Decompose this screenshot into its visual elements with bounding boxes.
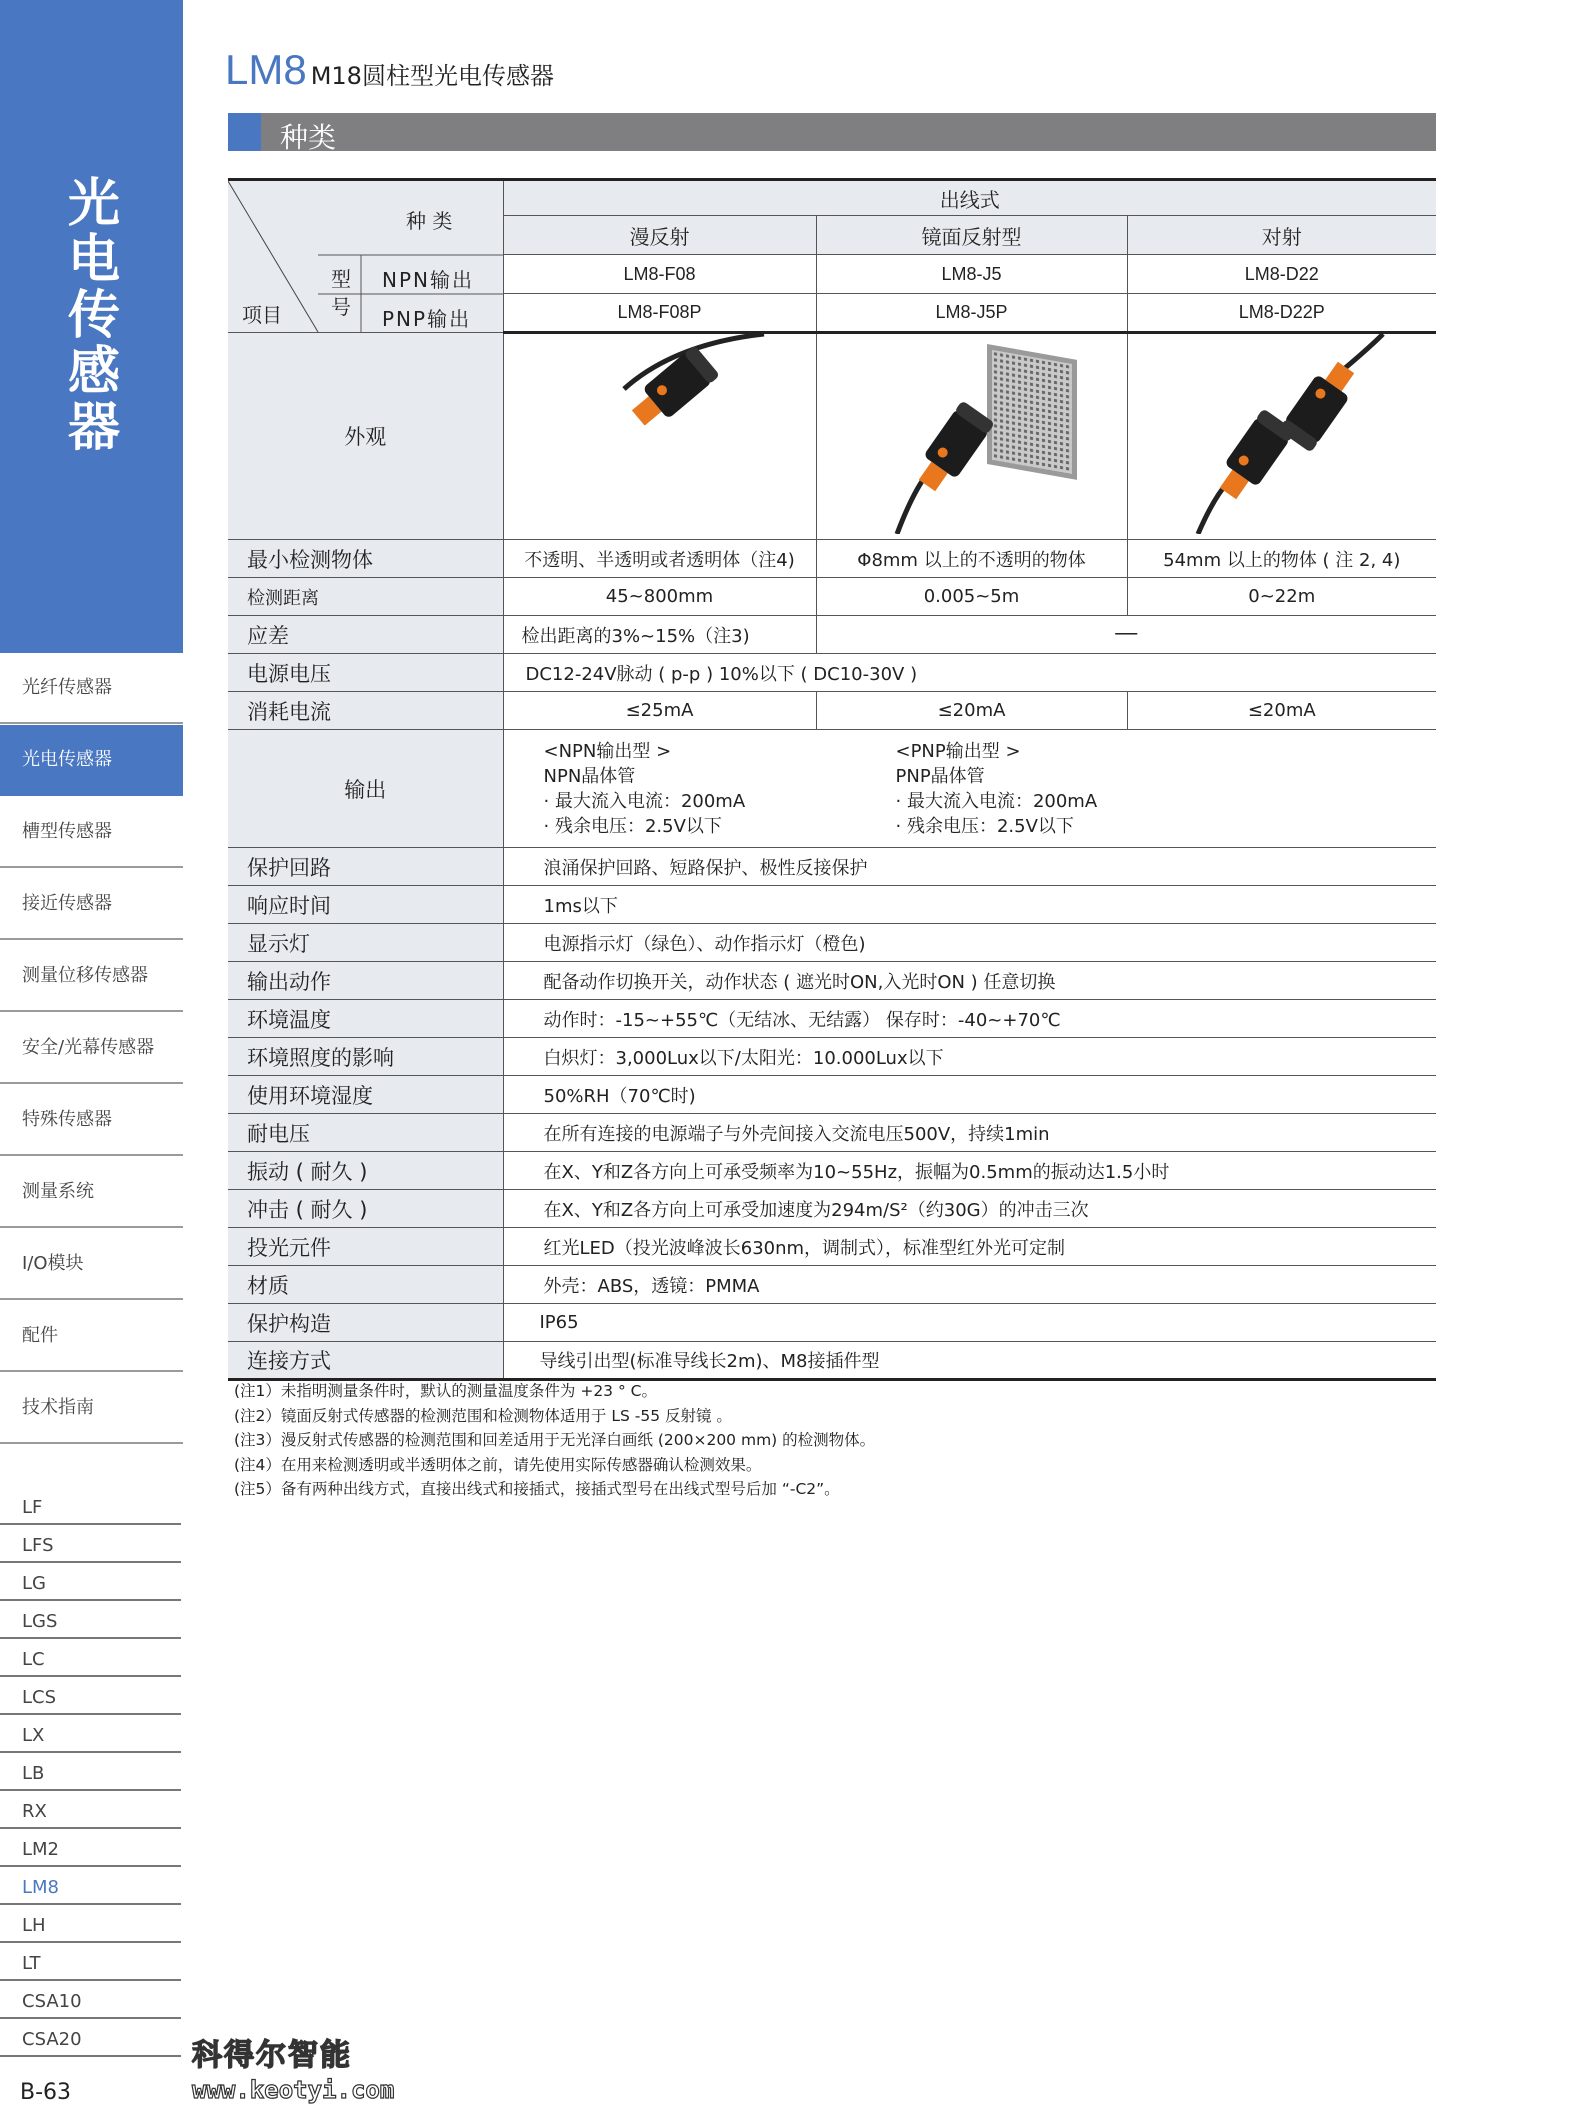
- output-pnp-line: · 残余电压：2.5V以下: [895, 815, 1074, 837]
- pnp-label: PNP输出: [382, 307, 472, 331]
- model-link[interactable]: LC: [0, 1641, 181, 1677]
- material-value: 外壳：ABS，透镜：PMMA: [503, 1266, 1436, 1304]
- temperature-value: 动作时：-15~+55℃（无结冰、无结露） 保存时：-40~+70℃: [503, 1000, 1436, 1038]
- sidebar-title: 光电传感器: [67, 174, 122, 458]
- row-label-current: 消耗电流: [228, 692, 503, 730]
- corner-type-1: 型: [331, 267, 351, 291]
- sidebar-item-safety[interactable]: 安全/光幕传感器: [0, 1013, 183, 1084]
- npn-model-mirror: LM8-J5: [816, 254, 1127, 294]
- row-label-shock: 冲击 ( 耐久 ): [228, 1190, 503, 1228]
- output-npn-line: <NPN输出型 >: [543, 740, 672, 762]
- model-link[interactable]: LB: [0, 1755, 181, 1791]
- row-label-min-object: 最小检测物体: [228, 540, 503, 578]
- model-link-active[interactable]: LM8: [0, 1869, 181, 1905]
- model-link[interactable]: LM2: [0, 1831, 181, 1867]
- sidebar-item-slot[interactable]: 槽型传感器: [0, 797, 183, 868]
- spec-table: [228, 178, 1436, 1381]
- sidebar-item-photoelectric[interactable]: 光电传感器: [0, 725, 183, 796]
- row-label-protection: 保护回路: [228, 848, 503, 886]
- illuminance-value: 白炽灯：3,000Lux以下/太阳光：10.000Lux以下: [503, 1038, 1436, 1076]
- sidebar-item-displacement[interactable]: 测量位移传感器: [0, 941, 183, 1012]
- hysteresis-diffuse: 检出距离的3%~15%（注3): [503, 616, 816, 654]
- model-link[interactable]: LH: [0, 1907, 181, 1943]
- hysteresis-other: ──: [816, 616, 1436, 654]
- response-value: 1ms以下: [503, 886, 1436, 924]
- corner-item: 项目: [242, 303, 282, 327]
- model-link[interactable]: LT: [0, 1945, 181, 1981]
- distance-diffuse: 45~800mm: [503, 578, 816, 616]
- model-link[interactable]: LGS: [0, 1603, 181, 1639]
- row-label-connection: 连接方式: [228, 1342, 503, 1380]
- min-object-through: 54mm 以上的物体 ( 注 2, 4): [1127, 540, 1436, 578]
- sidebar-item-io[interactable]: I/O模块: [0, 1229, 183, 1300]
- current-through: ≤20mA: [1127, 692, 1436, 730]
- row-label-response: 响应时间: [228, 886, 503, 924]
- row-label-hysteresis: 应差: [228, 616, 503, 654]
- row-label-humidity: 使用环境湿度: [228, 1076, 503, 1114]
- row-label-emitter: 投光元件: [228, 1228, 503, 1266]
- model-link[interactable]: LX: [0, 1717, 181, 1753]
- model-link[interactable]: LFS: [0, 1527, 181, 1563]
- corner-type-2: 号: [331, 295, 351, 319]
- sidebar-item-accessories[interactable]: 配件: [0, 1301, 183, 1372]
- connection-value: 导线引出型(标准导线长2m)、M8接插件型: [503, 1342, 1436, 1380]
- row-label-output: 输出: [228, 730, 503, 848]
- row-label-material: 材质: [228, 1266, 503, 1304]
- output-value: [503, 730, 1436, 848]
- output-npn-line: · 残余电压：2.5V以下: [543, 815, 722, 837]
- col-header-diffuse: 漫反射: [503, 216, 816, 255]
- model-link[interactable]: CSA10: [0, 1983, 181, 2019]
- distance-mirror: 0.005~5m: [816, 578, 1127, 616]
- footnote: (注2）镜面反射式传感器的检测范围和检测物体适用于 LS -55 反射镜 。: [234, 1406, 732, 1425]
- corner-cell: [228, 180, 503, 333]
- pnp-model-through: LM8-D22P: [1127, 294, 1436, 333]
- emitter-value: 红光LED（投光波峰波长630nm，调制式），标准型红外光可定制: [503, 1228, 1436, 1266]
- output-npn-line: · 最大流入电流：200mA: [543, 790, 746, 812]
- page-title: LM8: [225, 46, 307, 93]
- shock-value: 在X、Y和Z各方向上可承受加速度为294m/S²（约30G）的冲击三次: [503, 1190, 1436, 1228]
- row-label-distance: 检测距离: [228, 578, 503, 616]
- npn-model-through: LM8-D22: [1127, 254, 1436, 294]
- footnote: (注1）未指明测量条件时，默认的测量温度条件为 +23 ° C。: [234, 1382, 657, 1400]
- distance-through: 0~22m: [1127, 578, 1436, 616]
- withstand-value: 在所有连接的电源端子与外壳间接入交流电压500V，持续1min: [503, 1114, 1436, 1152]
- model-link[interactable]: LF: [0, 1489, 181, 1525]
- current-diffuse: ≤25mA: [503, 692, 816, 730]
- action-value: 配备动作切换开关，动作状态 ( 遮光时ON,入光时ON ) 任意切换: [503, 962, 1436, 1000]
- row-label-enclosure: 保护构造: [228, 1304, 503, 1342]
- output-pnp-line: PNP晶体管: [895, 765, 985, 787]
- page-subtitle: M18圆柱型光电传感器: [310, 62, 554, 90]
- output-npn: [544, 739, 896, 839]
- col-header-mirror: 镜面反射型: [816, 216, 1127, 255]
- footnote: (注3）漫反射式传感器的检测范围和回差适用于无光泽白画纸 (200×200 mm) 的检测物体。: [234, 1431, 876, 1449]
- output-pnp-line: <PNP输出型 >: [895, 740, 1021, 762]
- pnp-model-diffuse: LM8-F08P: [503, 294, 816, 333]
- output-pnp-line: · 最大流入电流：200mA: [895, 790, 1098, 812]
- sidebar-item-measurement[interactable]: 测量系统: [0, 1157, 183, 1228]
- row-label-withstand: 耐电压: [228, 1114, 503, 1152]
- corner-kind: 种 类: [406, 209, 453, 233]
- footnote: (注5）备有两种出线方式，直接出线式和接插式，接插式型号在出线式型号后加 “-C2”。: [234, 1480, 840, 1498]
- min-object-mirror: Φ8mm 以上的不透明的物体: [816, 540, 1127, 578]
- sensor-mirror-image: [817, 334, 1128, 534]
- sidebar-item-special[interactable]: 特殊传感器: [0, 1085, 183, 1156]
- model-link[interactable]: LG: [0, 1565, 181, 1601]
- output-pnp: [896, 739, 1098, 839]
- output-npn-line: NPN晶体管: [543, 765, 636, 787]
- min-object-diffuse: 不透明、半透明或者透明体（注4): [503, 540, 816, 578]
- vibration-value: 在X、Y和Z各方向上可承受频率为10~55Hz，振幅为0.5mm的振动达1.5小时: [503, 1152, 1436, 1190]
- appearance-through: [1127, 333, 1436, 540]
- sensor-through-image: [1128, 334, 1437, 534]
- sidebar-models: [0, 1489, 181, 2059]
- appearance-label: 外观: [228, 333, 503, 540]
- col-header-through: 对射: [1127, 216, 1436, 255]
- sidebar-item-guide[interactable]: 技术指南: [0, 1373, 183, 1444]
- appearance-mirror: [816, 333, 1127, 540]
- current-mirror: ≤20mA: [816, 692, 1127, 730]
- npn-label: NPN输出: [382, 268, 474, 292]
- section-title: 种类: [280, 121, 337, 154]
- company-logo: [192, 2030, 452, 2102]
- pnp-model-mirror: LM8-J5P: [816, 294, 1127, 333]
- sidebar-categories: [0, 653, 183, 1445]
- model-link[interactable]: RX: [0, 1793, 181, 1829]
- enclosure-value: IP65: [503, 1304, 1436, 1342]
- appearance-diffuse: [503, 333, 816, 540]
- model-link[interactable]: CSA20: [0, 2021, 181, 2057]
- voltage-value: DC12-24V脉动 ( p-p ) 10%以下 ( DC10-30V ): [503, 654, 1436, 692]
- row-label-action: 输出动作: [228, 962, 503, 1000]
- npn-model-diffuse: LM8-F08: [503, 254, 816, 294]
- row-label-illuminance: 环境照度的影响: [228, 1038, 503, 1076]
- logo-name: 科得尔智能: [192, 2038, 352, 2073]
- sidebar-item-proximity[interactable]: 接近传感器: [0, 869, 183, 940]
- model-link[interactable]: LCS: [0, 1679, 181, 1715]
- page-number: B-63: [20, 2080, 72, 2105]
- row-label-vibration: 振动 ( 耐久 ): [228, 1152, 503, 1190]
- protection-value: 浪涌保护回路、短路保护、极性反接保护: [503, 848, 1436, 886]
- sensor-diffuse-image: [504, 334, 817, 534]
- section-accent: [228, 113, 261, 151]
- page-header: [225, 46, 554, 94]
- humidity-value: 50%RH（70℃时): [503, 1076, 1436, 1114]
- sidebar-banner: [0, 0, 183, 653]
- row-label-voltage: 电源电压: [228, 654, 503, 692]
- footnote: (注4）在用来检测透明或半透明体之前，请先使用实际传感器确认检测效果。: [234, 1455, 762, 1474]
- sidebar-item-fiber[interactable]: 光纤传感器: [0, 653, 183, 724]
- footnotes: [234, 1379, 875, 1502]
- row-label-indicator: 显示灯: [228, 924, 503, 962]
- section-bar: [228, 113, 1436, 154]
- indicator-value: 电源指示灯（绿色）、动作指示灯（橙色): [503, 924, 1436, 962]
- logo-url: www.keotyi.com: [192, 2076, 395, 2104]
- group-header: 出线式: [503, 180, 1436, 216]
- row-label-temperature: 环境温度: [228, 1000, 503, 1038]
